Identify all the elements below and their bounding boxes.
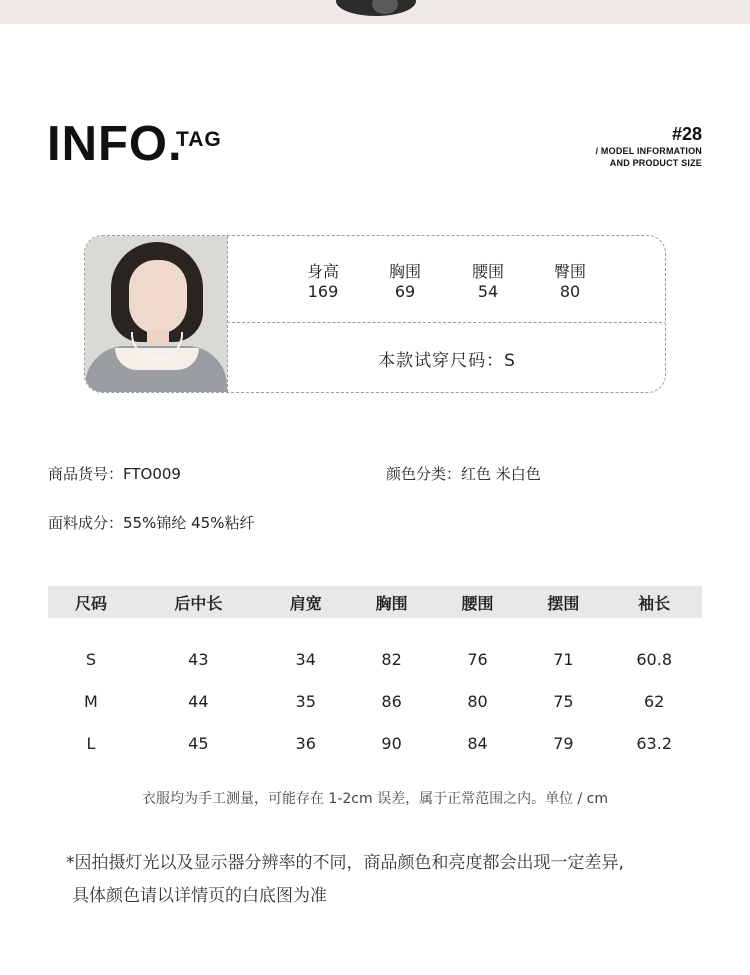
model-measure-bust xyxy=(375,262,435,302)
model-measure-waist xyxy=(458,262,518,302)
product-sku: 商品货号：FTO009 xyxy=(48,465,181,483)
table-cell: 80 xyxy=(467,691,488,711)
table-cell: 82 xyxy=(381,649,402,669)
table-cell: 90 xyxy=(381,733,402,753)
info-tag: TAG xyxy=(176,128,222,151)
size-table-header: 尺码 xyxy=(48,586,134,618)
model-measure-height xyxy=(293,262,353,302)
info-title: INFO. xyxy=(47,117,183,171)
section-subtitle-line2: AND PRODUCT SIZE xyxy=(609,158,702,168)
card-divider-horizontal xyxy=(227,322,666,323)
table-cell: 84 xyxy=(467,733,488,753)
model-measure-hip xyxy=(540,262,600,302)
table-cell: 75 xyxy=(553,691,574,711)
table-cell: 71 xyxy=(553,649,574,669)
table-cell: 63.2 xyxy=(636,733,672,753)
table-cell: 60.8 xyxy=(636,649,672,669)
size-table-header: 腰围 xyxy=(435,586,521,618)
table-cell: 62 xyxy=(644,691,665,711)
measurement-note: 衣服均为手工测量，可能存在 1-2cm 误差，属于正常范围之内。单位 / cm xyxy=(141,791,609,807)
measure-label: 身高 xyxy=(306,262,339,281)
measure-label: 臀围 xyxy=(553,262,586,281)
measure-label: 腰围 xyxy=(471,262,504,281)
product-color: 颜色分类：红色 米白色 xyxy=(386,465,541,483)
table-cell: 43 xyxy=(188,649,209,669)
table-row xyxy=(48,722,702,764)
size-table-header: 摆围 xyxy=(520,586,606,618)
section-number: #28 xyxy=(671,124,702,144)
table-cell: 79 xyxy=(553,733,574,753)
table-cell: 86 xyxy=(381,691,402,711)
color-disclaimer-line1: *因拍摄灯光以及显示器分辨率的不同，商品颜色和亮度都会出现一定差异, xyxy=(66,853,624,873)
model-info-card xyxy=(84,235,666,393)
table-cell: L xyxy=(86,733,96,753)
product-fabric: 面料成分：55%锦纶 45%粘纤 xyxy=(48,514,255,532)
size-table-header-row xyxy=(48,586,702,618)
size-table xyxy=(48,586,702,764)
measure-value: 80 xyxy=(559,282,581,301)
table-cell: 45 xyxy=(188,733,209,753)
table-cell: 76 xyxy=(467,649,488,669)
table-row xyxy=(48,680,702,722)
size-table-header: 肩宽 xyxy=(263,586,349,618)
measure-label: 胸围 xyxy=(388,262,421,281)
size-table-header: 后中长 xyxy=(134,586,263,618)
model-try-size: 本款试穿尺码：S xyxy=(378,351,516,371)
color-disclaimer-line2: 具体颜色请以详情页的白底图为准 xyxy=(72,886,327,906)
model-photo xyxy=(85,236,227,392)
table-cell: S xyxy=(85,649,97,669)
table-cell: 36 xyxy=(295,733,316,753)
size-table-header: 胸围 xyxy=(349,586,435,618)
measure-value: 69 xyxy=(394,282,416,301)
table-row xyxy=(48,618,702,680)
top-product-image-strip xyxy=(0,0,750,24)
table-cell: 34 xyxy=(295,649,316,669)
section-subtitle-line1: / MODEL INFORMATION xyxy=(595,146,702,156)
measure-value: 54 xyxy=(477,282,499,301)
table-cell: 35 xyxy=(295,691,316,711)
size-table-header: 袖长 xyxy=(606,586,702,618)
table-cell: M xyxy=(84,691,98,711)
table-cell: 44 xyxy=(188,691,209,711)
measure-value: 169 xyxy=(307,282,339,301)
